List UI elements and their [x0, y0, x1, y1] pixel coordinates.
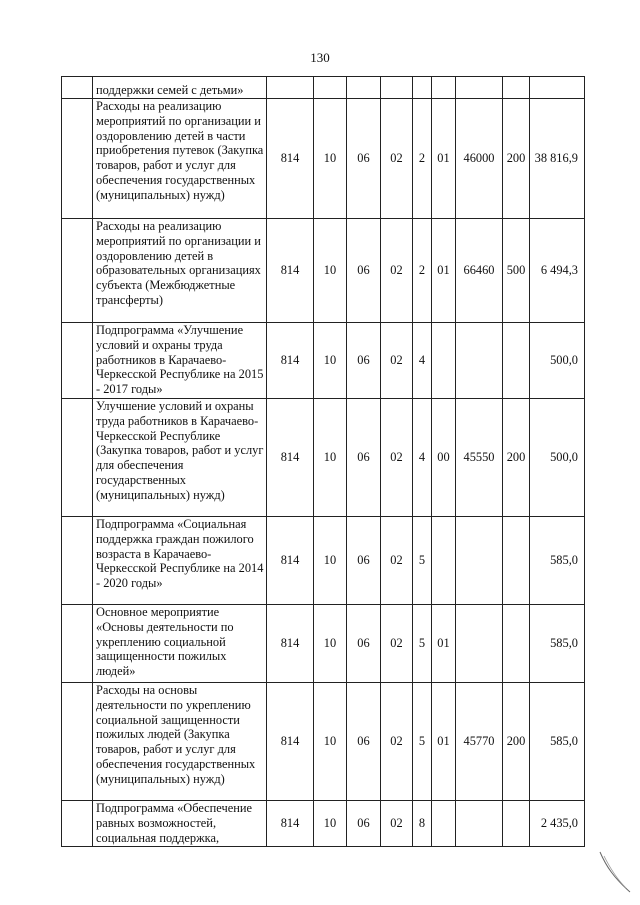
expense-type-cell [503, 517, 530, 605]
subprogram-code-cell: 2 [413, 219, 432, 323]
budget-table [61, 76, 585, 847]
direction-code-cell [456, 323, 503, 399]
description-cell: Расходы на реализацию мероприятий по организации и оздоровлению детей в части приобретения путевок (Закупка товаров, работ и услуг для обеспечения государственных (муниципальных) нужд) [93, 99, 267, 219]
direction-code-cell: 45770 [456, 683, 503, 801]
expense-type-cell: 200 [503, 99, 530, 219]
section-code-cell: 10 [314, 99, 347, 219]
page-number: 130 [310, 50, 330, 65]
program-code-cell: 02 [381, 801, 413, 847]
department-code-cell: 814 [267, 399, 314, 517]
subprogram-code-cell: 5 [413, 517, 432, 605]
activity-code-cell: 01 [432, 99, 456, 219]
subsection-code-cell [347, 77, 381, 99]
row-number-cell [62, 99, 93, 219]
table-row [62, 219, 585, 323]
department-code-cell: 814 [267, 99, 314, 219]
amount-cell: 6 494,3 [530, 219, 585, 323]
subsection-code-cell: 06 [347, 399, 381, 517]
subsection-code-cell: 06 [347, 801, 381, 847]
amount-cell: 585,0 [530, 605, 585, 683]
activity-code-cell [432, 801, 456, 847]
program-code-cell: 02 [381, 683, 413, 801]
direction-code-cell: 45550 [456, 399, 503, 517]
subsection-code-cell: 06 [347, 99, 381, 219]
department-code-cell: 814 [267, 605, 314, 683]
expense-type-cell: 200 [503, 683, 530, 801]
department-code-cell: 814 [267, 323, 314, 399]
description-cell: Расходы на основы деятельности по укреплению социальной защищенности пожилых людей (Закупка товаров, работ и услуг для обеспечения государственных (муниципальных) нужд) [93, 683, 267, 801]
activity-code-cell: 01 [432, 219, 456, 323]
subprogram-code-cell: 5 [413, 683, 432, 801]
description-cell: Подпрограмма «Социальная поддержка граждан пожилого возраста в Карачаево-Черкесской Республике на 2014 - 2020 годы» [93, 517, 267, 605]
row-number-cell [62, 219, 93, 323]
expense-type-cell [503, 801, 530, 847]
table-row [62, 605, 585, 683]
program-code-cell: 02 [381, 323, 413, 399]
section-code-cell: 10 [314, 517, 347, 605]
table-row [62, 517, 585, 605]
table-row [62, 77, 585, 99]
subprogram-code-cell: 4 [413, 399, 432, 517]
row-number-cell [62, 77, 93, 99]
amount-cell: 585,0 [530, 517, 585, 605]
table-row [62, 99, 585, 219]
section-code-cell: 10 [314, 323, 347, 399]
table-row [62, 801, 585, 847]
program-code-cell: 02 [381, 399, 413, 517]
activity-code-cell: 01 [432, 683, 456, 801]
subsection-code-cell: 06 [347, 517, 381, 605]
activity-code-cell [432, 77, 456, 99]
amount-cell [530, 77, 585, 99]
row-number-cell [62, 399, 93, 517]
department-code-cell: 814 [267, 219, 314, 323]
scan-artifact-stroke [596, 848, 636, 898]
subsection-code-cell: 06 [347, 323, 381, 399]
table-row [62, 683, 585, 801]
program-code-cell: 02 [381, 219, 413, 323]
row-number-cell [62, 323, 93, 399]
subprogram-code-cell: 2 [413, 99, 432, 219]
amount-cell: 500,0 [530, 399, 585, 517]
department-code-cell: 814 [267, 801, 314, 847]
subsection-code-cell: 06 [347, 219, 381, 323]
row-number-cell [62, 517, 93, 605]
section-code-cell: 10 [314, 605, 347, 683]
description-cell: Подпрограмма «Обеспечение равных возможностей, социальная поддержка, [93, 801, 267, 847]
description-cell: Основное мероприятие «Основы деятельности по укреплению социальной защищенности пожилых людей» [93, 605, 267, 683]
section-code-cell [314, 77, 347, 99]
department-code-cell: 814 [267, 683, 314, 801]
amount-cell: 585,0 [530, 683, 585, 801]
expense-type-cell [503, 605, 530, 683]
activity-code-cell: 00 [432, 399, 456, 517]
description-cell: поддержки семей с детьми» [93, 77, 267, 99]
section-code-cell: 10 [314, 219, 347, 323]
amount-cell: 500,0 [530, 323, 585, 399]
subprogram-code-cell: 4 [413, 323, 432, 399]
section-code-cell: 10 [314, 399, 347, 517]
direction-code-cell [456, 605, 503, 683]
program-code-cell: 02 [381, 99, 413, 219]
subsection-code-cell: 06 [347, 683, 381, 801]
subprogram-code-cell [413, 77, 432, 99]
expense-type-cell: 500 [503, 219, 530, 323]
activity-code-cell [432, 323, 456, 399]
description-cell: Подпрограмма «Улучшение условий и охраны труда работников в Карачаево-Черкесской Республике на 2015 - 2017 годы» [93, 323, 267, 399]
activity-code-cell: 01 [432, 605, 456, 683]
table-row [62, 323, 585, 399]
department-code-cell: 814 [267, 517, 314, 605]
direction-code-cell [456, 517, 503, 605]
expense-type-cell [503, 323, 530, 399]
section-code-cell: 10 [314, 683, 347, 801]
subprogram-code-cell: 5 [413, 605, 432, 683]
expense-type-cell: 200 [503, 399, 530, 517]
activity-code-cell [432, 517, 456, 605]
program-code-cell: 02 [381, 605, 413, 683]
program-code-cell: 02 [381, 517, 413, 605]
table-row [62, 399, 585, 517]
direction-code-cell [456, 801, 503, 847]
program-code-cell [381, 77, 413, 99]
row-number-cell [62, 801, 93, 847]
subprogram-code-cell: 8 [413, 801, 432, 847]
department-code-cell [267, 77, 314, 99]
direction-code-cell [456, 77, 503, 99]
expense-type-cell [503, 77, 530, 99]
amount-cell: 2 435,0 [530, 801, 585, 847]
row-number-cell [62, 605, 93, 683]
subsection-code-cell: 06 [347, 605, 381, 683]
section-code-cell: 10 [314, 801, 347, 847]
row-number-cell [62, 683, 93, 801]
description-cell: Улучшение условий и охраны труда работников в Карачаево-Черкесской Республике (Закупка товаров, работ и услуг для обеспечения государственных (муниципальных) нужд) [93, 399, 267, 517]
direction-code-cell: 66460 [456, 219, 503, 323]
description-cell: Расходы на реализацию мероприятий по организации и оздоровлению детей в образовательных организациях субъекта (Межбюджетные трансферты) [93, 219, 267, 323]
amount-cell: 38 816,9 [530, 99, 585, 219]
direction-code-cell: 46000 [456, 99, 503, 219]
